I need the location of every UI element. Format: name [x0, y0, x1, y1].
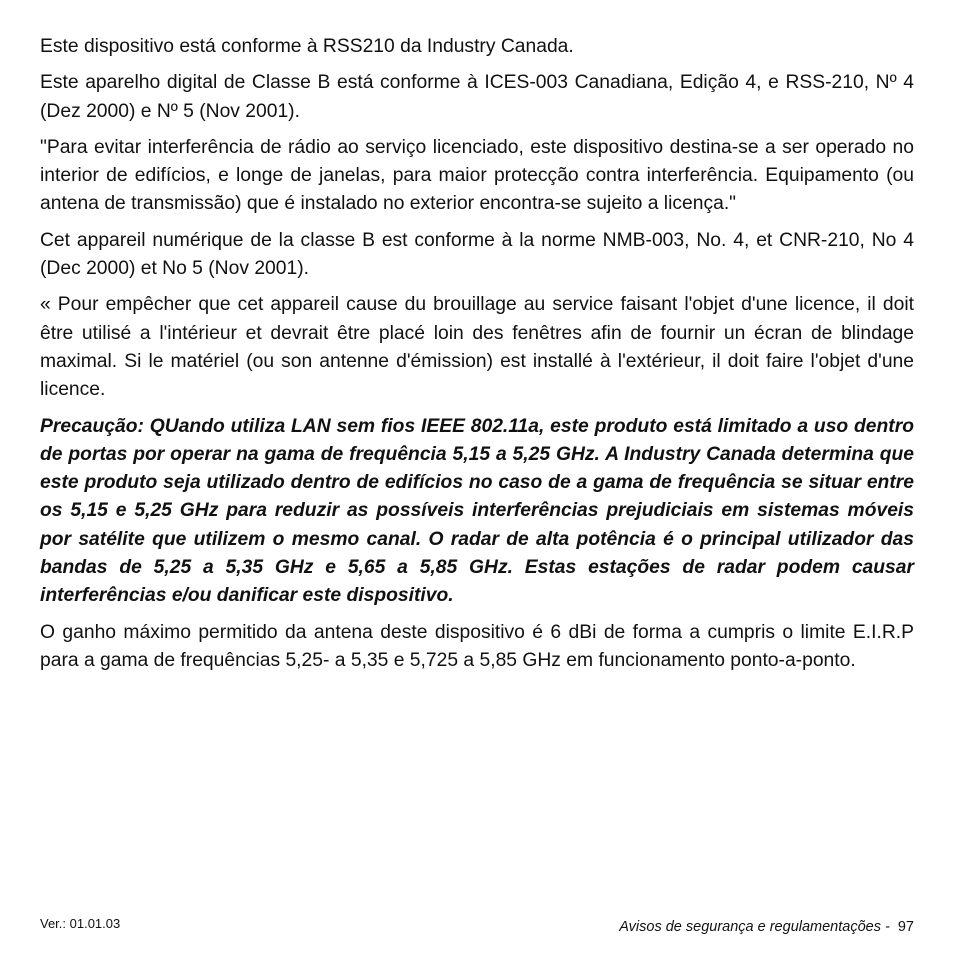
version-label: Ver.: 01.01.03 [40, 916, 121, 931]
page-number: 97 [897, 919, 914, 935]
paragraph-rss210: Este dispositivo está conforme à RSS210 da Industry Canada. [40, 36, 574, 57]
paragraph-brouillage-fr: « Pour empêcher que cet appareil cause du brouillage au service faisant l'objet d'une licence, il doit être utilisé a l'intérieur et devrait être placé loin des fenêtres afin de fournir un écran de blindage maximal. Si le matériel (ou son antenne d'émission) est installé à l'extérieur, il doit faire l'objet d'une licence. [40, 294, 914, 401]
paragraph-ices003-pt: Este aparelho digital de Classe B está conforme à ICES-003 Canadiana, Edição 4, e RSS-210, Nº 4 (Dez 2000) e Nº 5 (Nov 2001). [40, 72, 914, 122]
caution-paragraph: Precaução: QUando utiliza LAN sem fios IEEE 802.11a, este produto está limitado a uso dentro de portas por operar na gama de frequência 5,15 a 5,25 GHz. A Industry Canada determina que este produto seja utilizado dentro de edifícios no caso de a gama de frequência se situar entre os 5,15 e 5,25 GHz para reduzir as possíveis interferências prejudiciais em sistemas móveis por satélite que utilizem o mesmo canal. O radar de alta potência é o principal utilizador das bandas de 5,25 a 5,35 GHz e 5,65 a 5,85 GHz. Estas estações de radar podem causar interferências e/ou danificar este dispositivo. [40, 415, 914, 607]
footer-section-title: Avisos de segurança e regulamentações - [619, 919, 890, 935]
document-body [40, 33, 914, 683]
page-footer [619, 918, 914, 936]
paragraph-interference-pt: "Para evitar interferência de rádio ao serviço licenciado, este dispositivo destina-se a ser operado no interior de edifícios, e longe de janelas, para maior protecção contra interferência. Equipamento (ou antena de transmissão) que é instalado no exterior encontra-se sujeito a licença." [40, 136, 914, 215]
paragraph-antenna-gain: O ganho máximo permitido da antena deste dispositivo é 6 dBi de forma a cumpris o limite E.I.R.P para a gama de frequências 5,25- a 5,35 e 5,725 a 5,85 GHz em funcionamento ponto-a-ponto. [40, 621, 914, 671]
paragraph-nmb003-fr: Cet appareil numérique de la classe B est conforme à la norme NMB-003, No. 4, et CNR-210, No 4 (Dec 2000) et No 5 (Nov 2001). [40, 229, 914, 280]
